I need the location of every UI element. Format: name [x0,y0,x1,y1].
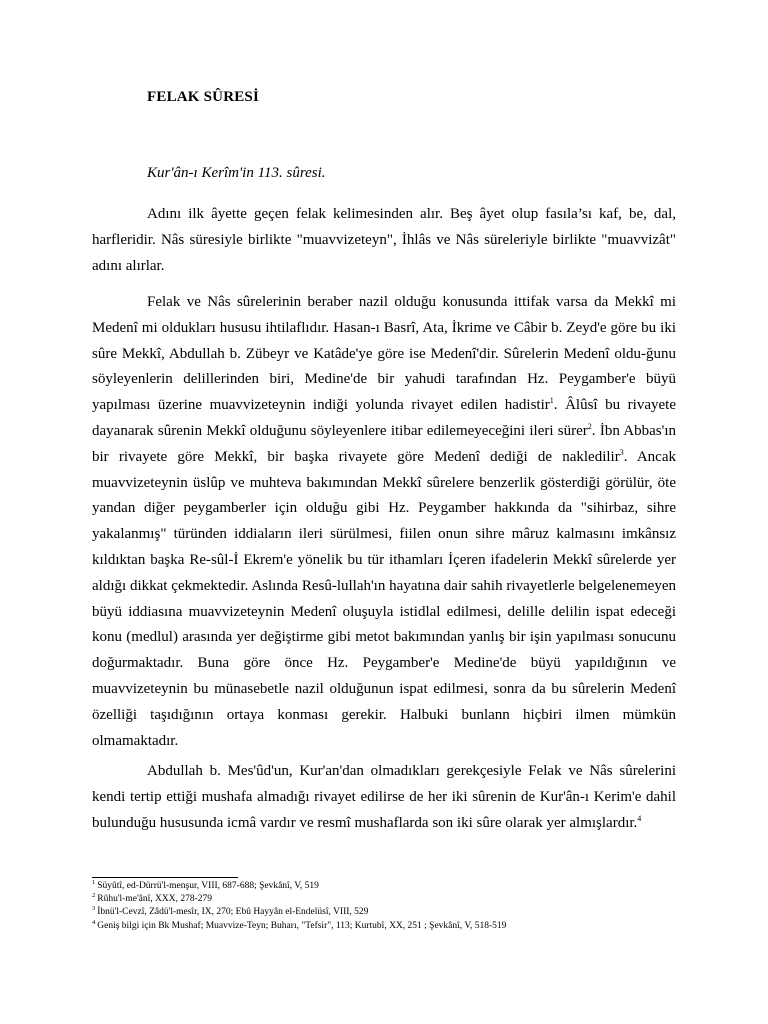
paragraph-text: Felak ve Nâs sûrelerinin beraber nazil olduğu konusunda ittifak varsa da Mekkî mi Medenî mi oldukları hususu ihtilaflıdır. Hasan-ı Basrî, Ata, İkrime ve Câbir b. Zeyd'e göre bu iki sûre Mekkî, Abdullah b. Zübeyr ve Katâde'ye göre ise Medenî'dir. Sûrelerin Medenî oldu-ğunu söyleyenlerin delillerinden biri, Medine'de bir yahudi tarafından Hz. Peygamber'e büyü yapılması üzerine muavvizeteynin indiği yolunda rivayet edilen hadistir [92,294,676,414]
paragraph-text: Adını ilk âyette geçen felak kelimesinden alır. Beş âyet olup fasıla’sı kaf, be, dal, harfleridir. Nâs süresiyle birlikte "muavvizeteyn", İhlâs ve Nâs süreleriyle birlikte "muavvizât" adını alırlar. [92,206,676,274]
footnote-3 [92,906,692,919]
paragraph-text: Abdullah b. Mes'ûd'un, Kur'an'dan olmadıkları gerekçesiyle Felak ve Nâs sûrelerini kendi tertip ettiği mushafa almadığı rivayet edilirse de her iki sûrenin de Kur'ân-ı Kerim'e dahil bulunduğu hususunda icmâ vardır ve resmî mushaflarda son iki sûre olarak yer almışlardır. [92,763,676,831]
footnote-number: 2 [92,892,96,900]
paragraph-ibn-masud [92,759,676,836]
paragraph-revelation-debate [92,290,676,754]
footnote-text: Geniş bilgi için Bk Mushaf; Muavvize-Teyn; Buharı, "Tefsir", 113; Kurtubî, XX, 251 ; Şevkânî, V, 518-519 [97,920,507,931]
footnote-number: 3 [92,905,96,913]
footnote-ref-4[interactable]: 4 [637,813,642,823]
document-subtitle: Kur'ân-ı Kerîm'in 113. sûresi. [147,165,326,181]
footnote-ref-1[interactable]: 1 [549,396,554,406]
paragraph-name-origin [92,202,676,279]
paragraph-text: . İbn Abbas'ın bir rivayete göre Mekkî, bir başka rivayete göre Medenî dediği de nakledilir [92,422,676,465]
footnote-text: Süyûtî, ed-Dürrü'l-menşur, VIII, 687-688; Şevkânî, V, 519 [97,881,319,891]
footnote-divider [92,877,238,878]
footnotes [92,880,692,933]
footnote-number: 4 [92,918,96,926]
footnote-2 [92,893,692,906]
footnote-1 [92,880,692,893]
footnote-ref-3[interactable]: 3 [619,447,624,457]
footnote-4 [92,920,692,933]
footnote-text: Rûhu'l-me'ânî, XXX, 278-279 [97,894,213,905]
footnote-number: 1 [92,879,96,886]
footnote-text: İbnü'l-Cevzî, Zâdü'l-mesîr, IX, 270; Ebû Hayyân el-Endelüsî, VIII, 529 [97,907,369,918]
document-title: FELAK SÛRESİ [147,89,260,105]
paragraph-text: . Âlûsî bu rivayete dayanarak sûrenin Mekkî olduğunu söyleyenlere itibar edilemeyeceğini ileri sürer [92,397,676,439]
footnote-ref-2[interactable]: 2 [587,421,592,431]
paragraph-text: . Ancak muavvizeteynin üslûp ve muhteva bakımından Mekkî sûrelere benzerlik gösterdiği görülür, öte yandan diğer peygamberler için olduğu gibi Hz. Peygamber hakkında da "sihirbaz, sihre yakalanmış" türünden iddiaların ileri sürülmesi, fiilen onun sihre mâruz kalmasını imkânsız kıldıktan başka Re-sûl-İ Ekrem'e yönelik bu tür ithamları İçeren ifadelerin Mekkî sûrelerde yer aldığı dikkat çekmektedir. Aslında Resû-lullah'ın hayatına dair sahih rivayetlerle belgelenemeyen büyü iddiasına muavvizeteynin Medenî oluşuyla istidlal edilmesi, delille delilin ispat edeceği konu (medlul) arasında yer değiştirme gibi metot bakımından yanlış bir işin yapılması sonucunu doğurmaktadır. Buna göre önce Hz. Peygamber'e Medine'de büyü yapıldığının ve muavvizeteynin bu münasebetle nazil olduğunun ispat edilmesi, sonra da bu sûrelerin Medenî özelliği taşıdığının ortaya konması gerekir. Halbuki bunlann hiçbiri ilmen mümkün olmamaktadır. [92,448,676,749]
